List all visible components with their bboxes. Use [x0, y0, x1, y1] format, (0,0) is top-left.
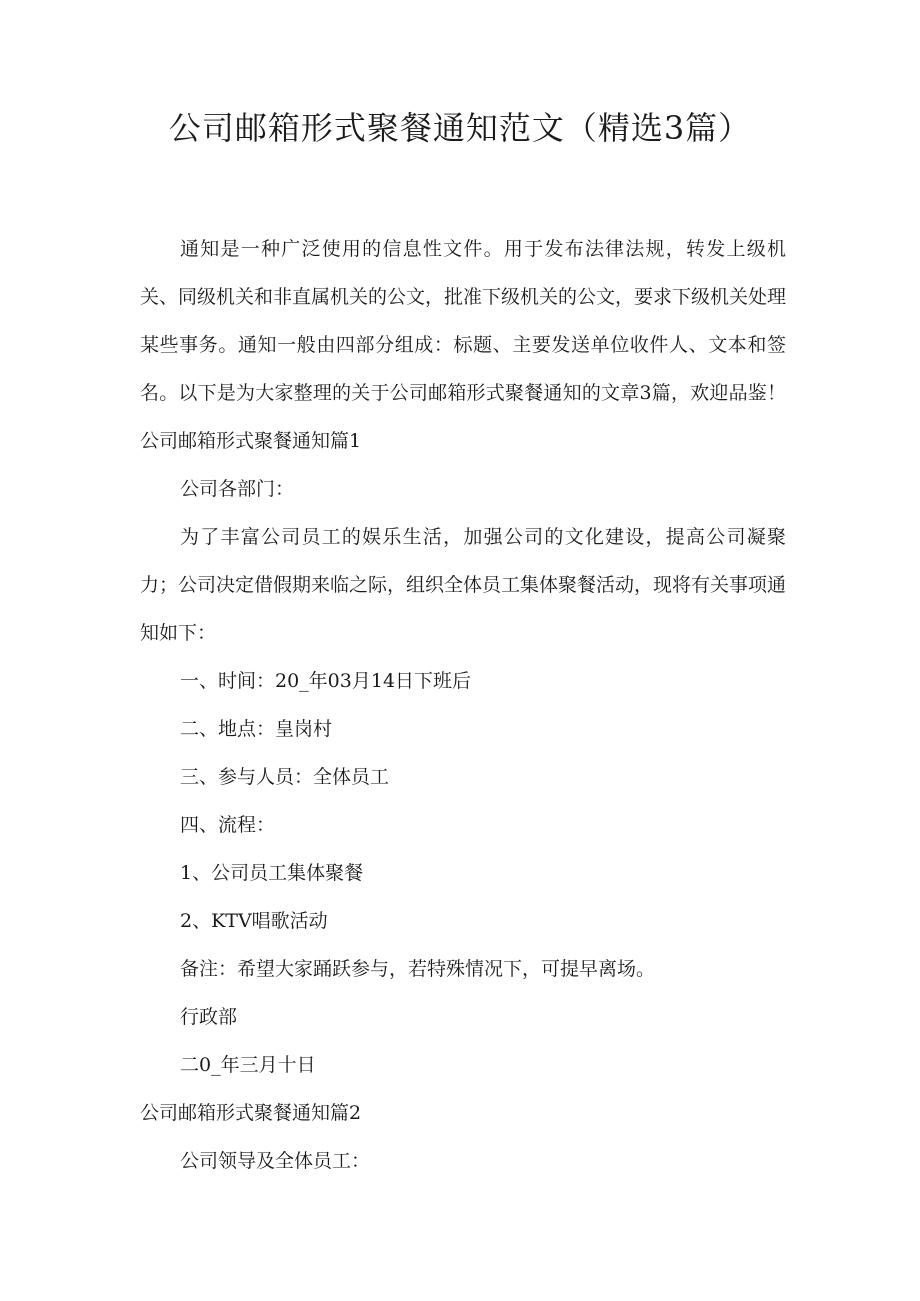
purpose-paragraph: 为了丰富公司员工的娱乐生活，加强公司的文化建设，提高公司凝聚力；公司决定借假期来临之际，组织全体员工集体聚餐活动，现将有关事项通知如下： — [140, 526, 787, 644]
document-body — [140, 225, 786, 1185]
intro-paragraph: 通知是一种广泛使用的信息性文件。用于发布法律法规，转发上级机关、同级机关和非直属机关的公文，批准下级机关的公文，要求下级机关处理某些事务。通知一般由四部分组成：标题、主要发送单位收件人、文本和签名。以下是为大家整理的关于公司邮箱形式聚餐通知的文章3篇，欢迎品鉴！公司邮箱形式聚餐通知篇1 — [140, 238, 787, 452]
item-location: 二、地点：皇岗村 — [180, 718, 333, 740]
note-paragraph: 备注：希望大家踊跃参与，若特殊情况下，可提早离场。 — [180, 958, 656, 980]
document-title: 公司邮箱形式聚餐通知范文（精选3篇） — [168, 109, 752, 147]
salutation-leaders: 公司领导及全体员工： — [180, 1150, 371, 1172]
item-time: 一、时间：20_年03月14日下班后 — [180, 670, 472, 692]
process-step-dinner: 1、公司员工集体聚餐 — [180, 862, 364, 884]
item-process: 四、流程： — [180, 814, 276, 836]
salutation-departments: 公司各部门： — [180, 478, 295, 500]
section-2-heading: 公司邮箱形式聚餐通知篇2 — [140, 1102, 362, 1124]
signature-department: 行政部 — [180, 1006, 238, 1028]
item-participants: 三、参与人员：全体员工 — [180, 766, 390, 788]
signature-date: 二0_年三月十日 — [180, 1054, 316, 1076]
process-step-ktv: 2、KTV唱歌活动 — [180, 910, 328, 932]
